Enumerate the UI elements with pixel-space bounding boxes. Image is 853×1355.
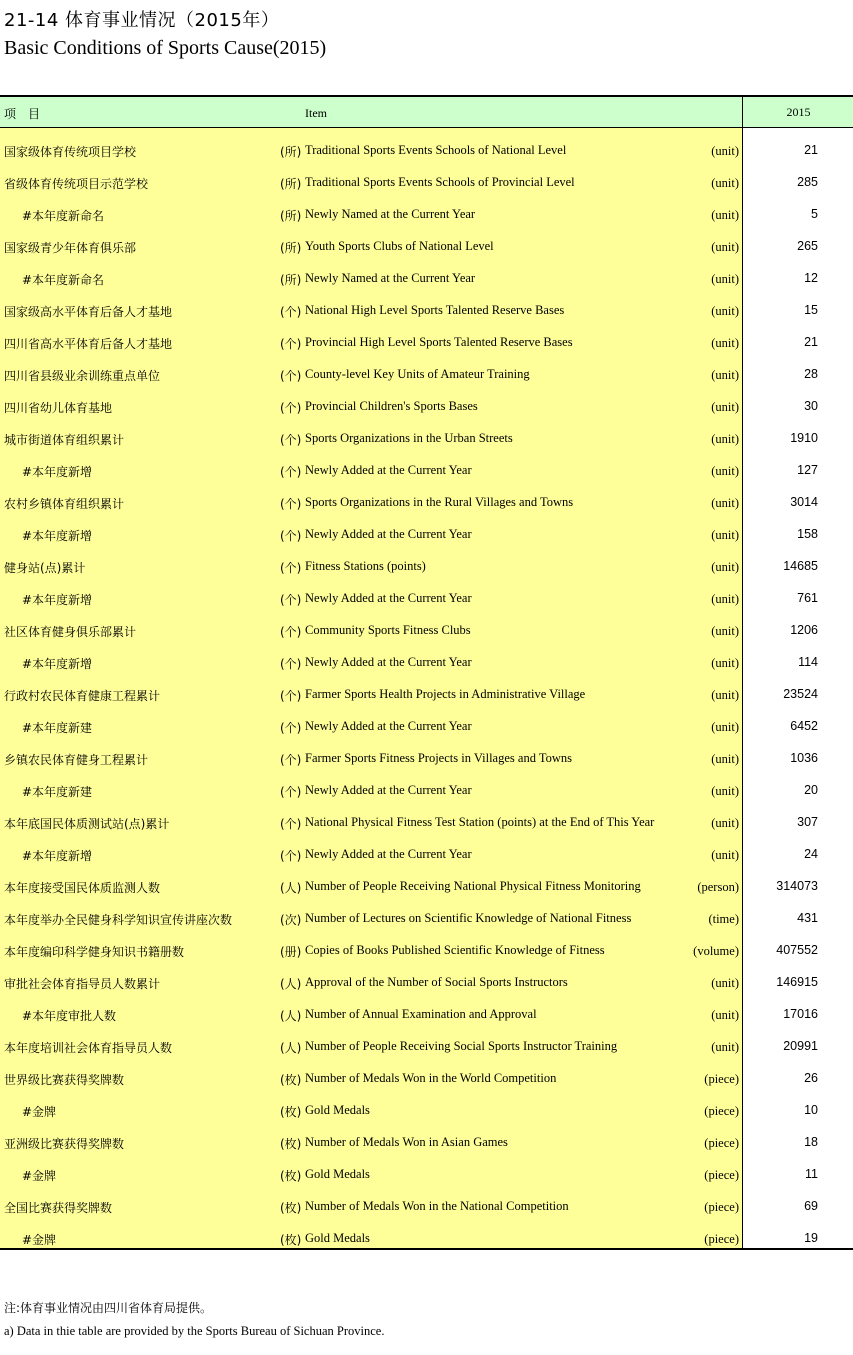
row-label-cell bbox=[0, 896, 742, 928]
row-value-cell bbox=[742, 576, 853, 608]
row-unit-en: (unit) bbox=[711, 272, 739, 286]
row-unit-en: (unit) bbox=[711, 592, 739, 606]
table-row bbox=[0, 416, 853, 448]
table-row bbox=[0, 1024, 853, 1056]
row-value-cell bbox=[742, 512, 853, 544]
row-item-en: Farmer Sports Fitness Projects in Villages and Towns bbox=[305, 751, 572, 765]
row-unit-en: (unit) bbox=[711, 656, 739, 670]
table-row bbox=[0, 384, 853, 416]
row-item-en: Newly Added at the Current Year bbox=[305, 463, 472, 477]
table-row bbox=[0, 608, 853, 640]
row-value: 265 bbox=[797, 239, 818, 253]
table-row bbox=[0, 224, 853, 256]
row-unit-cn: (个) bbox=[280, 529, 302, 543]
row-item-cn: #本年度新增 bbox=[22, 849, 93, 863]
table-row bbox=[0, 448, 853, 480]
row-value-cell bbox=[742, 1184, 853, 1216]
row-item-en: Farmer Sports Health Projects in Administrative Village bbox=[305, 687, 586, 701]
row-label-cell bbox=[0, 448, 742, 480]
row-item-cn: 省级体育传统项目示范学校 bbox=[4, 177, 149, 191]
row-item-cn: #本年度新增 bbox=[22, 465, 93, 479]
row-item-cn: #金牌 bbox=[22, 1169, 57, 1183]
row-label-cell bbox=[0, 992, 742, 1024]
row-unit-en: (unit) bbox=[711, 688, 739, 702]
row-unit-cn: (个) bbox=[280, 721, 302, 735]
row-unit-en: (unit) bbox=[711, 1040, 739, 1054]
row-unit-cn: (个) bbox=[280, 401, 302, 415]
row-unit-en: (unit) bbox=[711, 784, 739, 798]
table-row bbox=[0, 544, 853, 576]
row-value-cell bbox=[742, 736, 853, 768]
row-unit-en: (unit) bbox=[711, 560, 739, 574]
table-row bbox=[0, 960, 853, 992]
row-item-cn: 本年底国民体质测试站(点)累计 bbox=[4, 817, 170, 831]
row-label-cell bbox=[0, 288, 742, 320]
table-row bbox=[0, 1152, 853, 1184]
row-unit-en: (unit) bbox=[711, 304, 739, 318]
row-label-cell bbox=[0, 576, 742, 608]
row-item-en: Sports Organizations in the Urban Streets bbox=[305, 431, 513, 445]
row-item-cn: #金牌 bbox=[22, 1105, 57, 1119]
row-unit-en: (unit) bbox=[711, 496, 739, 510]
row-unit-cn: (个) bbox=[280, 753, 302, 767]
row-value: 1036 bbox=[790, 751, 818, 765]
row-unit-cn: (枚) bbox=[280, 1137, 302, 1151]
row-value-cell bbox=[742, 288, 853, 320]
row-value-cell bbox=[742, 160, 853, 192]
row-unit-en: (unit) bbox=[711, 720, 739, 734]
row-value: 114 bbox=[798, 655, 818, 669]
row-unit-en: (unit) bbox=[711, 816, 739, 830]
row-value: 17016 bbox=[783, 1007, 818, 1021]
row-label-cell bbox=[0, 704, 742, 736]
table-row bbox=[0, 288, 853, 320]
row-unit-en: (unit) bbox=[711, 144, 739, 158]
row-value: 146915 bbox=[776, 975, 818, 989]
row-label-cell bbox=[0, 128, 742, 160]
row-value: 20 bbox=[804, 783, 818, 797]
table-row bbox=[0, 992, 853, 1024]
row-unit-cn: (人) bbox=[280, 977, 302, 991]
row-label-cell bbox=[0, 608, 742, 640]
row-unit-cn: (个) bbox=[280, 657, 302, 671]
row-value-cell bbox=[742, 352, 853, 384]
row-item-en: National High Level Sports Talented Reserve Bases bbox=[305, 303, 565, 317]
row-item-cn: 亚洲级比赛获得奖牌数 bbox=[4, 1137, 125, 1151]
row-unit-en: (piece) bbox=[704, 1072, 739, 1086]
row-item-en: Newly Added at the Current Year bbox=[305, 719, 472, 733]
row-unit-en: (person) bbox=[697, 880, 739, 894]
table-body bbox=[0, 128, 853, 1248]
row-unit-cn: (人) bbox=[280, 1041, 302, 1055]
row-label-cell bbox=[0, 320, 742, 352]
row-item-cn: 乡镇农民体育健身工程累计 bbox=[4, 753, 149, 767]
row-value: 12 bbox=[804, 271, 818, 285]
row-label-cell bbox=[0, 544, 742, 576]
row-value-cell bbox=[742, 1088, 853, 1120]
row-unit-cn: (枚) bbox=[280, 1169, 302, 1183]
row-item-cn: 城市街道体育组织累计 bbox=[4, 433, 125, 447]
row-item-cn: #本年度新命名 bbox=[22, 273, 105, 287]
row-item-en: Number of Medals Won in the World Competition bbox=[305, 1071, 557, 1085]
row-item-cn: #本年度新建 bbox=[22, 785, 93, 799]
row-value-cell bbox=[742, 640, 853, 672]
row-item-en: Provincial High Level Sports Talented Reserve Bases bbox=[305, 335, 573, 349]
row-value-cell bbox=[742, 1152, 853, 1184]
row-item-en: Number of Medals Won in Asian Games bbox=[305, 1135, 508, 1149]
row-value-cell bbox=[742, 608, 853, 640]
row-value-cell bbox=[742, 256, 853, 288]
header-year: 2015 bbox=[742, 97, 853, 127]
row-item-cn: #本年度新增 bbox=[22, 529, 93, 543]
row-unit-en: (unit) bbox=[711, 400, 739, 414]
row-label-cell bbox=[0, 1088, 742, 1120]
row-unit-cn: (个) bbox=[280, 337, 302, 351]
row-unit-cn: (枚) bbox=[280, 1201, 302, 1215]
row-item-cn: 四川省幼儿体育基地 bbox=[4, 401, 113, 415]
table-row bbox=[0, 160, 853, 192]
row-item-en: Fitness Stations (points) bbox=[305, 559, 426, 573]
row-value: 314073 bbox=[776, 879, 818, 893]
row-value: 1206 bbox=[790, 623, 818, 637]
row-value-cell bbox=[742, 864, 853, 896]
row-value-cell bbox=[742, 480, 853, 512]
row-value: 10 bbox=[804, 1103, 818, 1117]
footnote-en: a) Data in thie table are provided by the Sports Bureau of Sichuan Province. bbox=[4, 1324, 385, 1338]
row-item-en: Gold Medals bbox=[305, 1103, 370, 1117]
row-label-cell bbox=[0, 352, 742, 384]
row-unit-en: (unit) bbox=[711, 208, 739, 222]
table-row bbox=[0, 1120, 853, 1152]
row-value-cell bbox=[742, 672, 853, 704]
row-label-cell bbox=[0, 480, 742, 512]
row-value: 285 bbox=[797, 175, 818, 189]
row-item-cn: #本年度新增 bbox=[22, 593, 93, 607]
row-item-cn: #金牌 bbox=[22, 1233, 57, 1247]
row-value: 127 bbox=[797, 463, 818, 477]
table-row bbox=[0, 704, 853, 736]
row-value: 5 bbox=[811, 207, 818, 221]
row-unit-cn: (枚) bbox=[280, 1105, 302, 1119]
row-item-en: Copies of Books Published Scientific Knowledge of Fitness bbox=[305, 943, 605, 957]
row-item-en: Community Sports Fitness Clubs bbox=[305, 623, 471, 637]
row-item-cn: 农村乡镇体育组织累计 bbox=[4, 497, 125, 511]
row-item-cn: 全国比赛获得奖牌数 bbox=[4, 1201, 113, 1215]
row-unit-en: (unit) bbox=[711, 464, 739, 478]
row-value: 307 bbox=[797, 815, 818, 829]
row-item-en: Number of People Receiving National Physical Fitness Monitoring bbox=[305, 879, 641, 893]
table-row bbox=[0, 1088, 853, 1120]
table-row bbox=[0, 896, 853, 928]
row-unit-en: (piece) bbox=[704, 1168, 739, 1182]
row-item-cn: 国家级青少年体育俱乐部 bbox=[4, 241, 137, 255]
table-row bbox=[0, 192, 853, 224]
row-label-cell bbox=[0, 640, 742, 672]
row-unit-en: (unit) bbox=[711, 1008, 739, 1022]
row-value-cell bbox=[742, 928, 853, 960]
table-row bbox=[0, 480, 853, 512]
row-value: 23524 bbox=[783, 687, 818, 701]
row-label-cell bbox=[0, 1184, 742, 1216]
row-item-en: Provincial Children's Sports Bases bbox=[305, 399, 478, 413]
row-value-cell bbox=[742, 416, 853, 448]
row-item-cn: 四川省县级业余训练重点单位 bbox=[4, 369, 161, 383]
row-value: 26 bbox=[804, 1071, 818, 1085]
table-row bbox=[0, 928, 853, 960]
row-unit-cn: (所) bbox=[280, 209, 302, 223]
table-row bbox=[0, 672, 853, 704]
row-unit-cn: (枚) bbox=[280, 1073, 302, 1087]
row-value-cell bbox=[742, 1024, 853, 1056]
row-label-cell bbox=[0, 736, 742, 768]
row-item-en: Gold Medals bbox=[305, 1167, 370, 1181]
row-unit-en: (unit) bbox=[711, 176, 739, 190]
row-unit-en: (piece) bbox=[704, 1104, 739, 1118]
footnote-cn: 注:体育事业情况由四川省体育局提供。 bbox=[4, 1301, 213, 1315]
row-value: 15 bbox=[804, 303, 818, 317]
row-label-cell bbox=[0, 768, 742, 800]
row-item-cn: 四川省高水平体育后备人才基地 bbox=[4, 337, 173, 351]
row-label-cell bbox=[0, 512, 742, 544]
row-value-cell bbox=[742, 384, 853, 416]
row-item-en: Newly Added at the Current Year bbox=[305, 655, 472, 669]
row-item-cn: 本年度举办全民健身科学知识宣传讲座次数 bbox=[4, 913, 233, 927]
row-item-cn: #本年度审批人数 bbox=[22, 1009, 117, 1023]
row-unit-cn: (次) bbox=[280, 913, 302, 927]
row-label-cell bbox=[0, 832, 742, 864]
row-label-cell bbox=[0, 1120, 742, 1152]
row-item-en: Newly Added at the Current Year bbox=[305, 591, 472, 605]
row-label-cell bbox=[0, 1056, 742, 1088]
row-value-cell bbox=[742, 544, 853, 576]
row-item-en: Newly Named at the Current Year bbox=[305, 271, 476, 285]
row-item-cn: 审批社会体育指导员人数累计 bbox=[4, 977, 161, 991]
table-row bbox=[0, 128, 853, 160]
row-item-cn: 社区体育健身俱乐部累计 bbox=[4, 625, 137, 639]
row-item-en: Number of Medals Won in the National Competition bbox=[305, 1199, 569, 1213]
row-item-en: Traditional Sports Events Schools of Provincial Level bbox=[305, 175, 575, 189]
table-row bbox=[0, 512, 853, 544]
row-value: 407552 bbox=[776, 943, 818, 957]
row-value-cell bbox=[742, 704, 853, 736]
row-unit-cn: (个) bbox=[280, 433, 302, 447]
row-label-cell bbox=[0, 160, 742, 192]
row-value-cell bbox=[742, 1216, 853, 1248]
row-unit-en: (volume) bbox=[693, 944, 739, 958]
row-item-en: County-level Key Units of Amateur Training bbox=[305, 367, 530, 381]
row-item-cn: #本年度新命名 bbox=[22, 209, 105, 223]
row-value: 21 bbox=[804, 335, 818, 349]
row-unit-en: (piece) bbox=[704, 1200, 739, 1214]
table-row bbox=[0, 576, 853, 608]
row-value: 18 bbox=[804, 1135, 818, 1149]
table-row bbox=[0, 736, 853, 768]
row-value-cell bbox=[742, 128, 853, 160]
row-item-cn: 国家级高水平体育后备人才基地 bbox=[4, 305, 173, 319]
row-item-cn: 本年度编印科学健身知识书籍册数 bbox=[4, 945, 185, 959]
row-value: 761 bbox=[797, 591, 818, 605]
sports-table bbox=[0, 95, 853, 1250]
row-value: 24 bbox=[804, 847, 818, 861]
row-item-cn: 本年度接受国民体质监测人数 bbox=[4, 881, 161, 895]
table-row bbox=[0, 1056, 853, 1088]
row-unit-cn: (个) bbox=[280, 465, 302, 479]
row-unit-en: (time) bbox=[708, 912, 739, 926]
row-label-cell bbox=[0, 960, 742, 992]
row-unit-cn: (个) bbox=[280, 625, 302, 639]
row-unit-cn: (所) bbox=[280, 273, 302, 287]
row-value: 20991 bbox=[783, 1039, 818, 1053]
row-item-en: Youth Sports Clubs of National Level bbox=[305, 239, 494, 253]
row-value: 69 bbox=[804, 1199, 818, 1213]
row-unit-cn: (册) bbox=[280, 945, 302, 959]
row-value-cell bbox=[742, 1120, 853, 1152]
table-row bbox=[0, 864, 853, 896]
row-unit-en: (unit) bbox=[711, 624, 739, 638]
row-label-cell bbox=[0, 928, 742, 960]
row-unit-cn: (个) bbox=[280, 593, 302, 607]
row-unit-en: (unit) bbox=[711, 368, 739, 382]
row-unit-en: (unit) bbox=[711, 528, 739, 542]
row-label-cell bbox=[0, 864, 742, 896]
row-unit-en: (unit) bbox=[711, 976, 739, 990]
row-unit-en: (unit) bbox=[711, 432, 739, 446]
row-label-cell bbox=[0, 800, 742, 832]
row-value-cell bbox=[742, 800, 853, 832]
row-item-en: Gold Medals bbox=[305, 1231, 370, 1245]
row-value-cell bbox=[742, 1056, 853, 1088]
row-unit-en: (unit) bbox=[711, 240, 739, 254]
row-unit-cn: (所) bbox=[280, 241, 302, 255]
row-item-en: National Physical Fitness Test Station (points) at the End of This Year bbox=[305, 815, 655, 829]
row-item-en: Newly Added at the Current Year bbox=[305, 783, 472, 797]
row-unit-cn: (人) bbox=[280, 1009, 302, 1023]
row-item-cn: 世界级比赛获得奖牌数 bbox=[4, 1073, 125, 1087]
row-unit-cn: (个) bbox=[280, 817, 302, 831]
row-value-cell bbox=[742, 448, 853, 480]
row-item-en: Newly Added at the Current Year bbox=[305, 847, 472, 861]
row-item-en: Sports Organizations in the Rural Villages and Towns bbox=[305, 495, 574, 509]
row-value: 158 bbox=[797, 527, 818, 541]
row-item-en: Traditional Sports Events Schools of National Level bbox=[305, 143, 567, 157]
row-value: 1910 bbox=[790, 431, 818, 445]
row-item-cn: 行政村农民体育健康工程累计 bbox=[4, 689, 161, 703]
row-unit-en: (piece) bbox=[704, 1136, 739, 1150]
row-label-cell bbox=[0, 1024, 742, 1056]
table-row bbox=[0, 256, 853, 288]
row-unit-cn: (人) bbox=[280, 881, 302, 895]
row-unit-cn: (个) bbox=[280, 561, 302, 575]
table-row bbox=[0, 1184, 853, 1216]
row-item-en: Number of People Receiving Social Sports Instructor Training bbox=[305, 1039, 618, 1053]
row-unit-cn: (个) bbox=[280, 305, 302, 319]
table-row bbox=[0, 640, 853, 672]
row-item-cn: 本年度培训社会体育指导员人数 bbox=[4, 1041, 173, 1055]
table-row bbox=[0, 800, 853, 832]
row-label-cell bbox=[0, 416, 742, 448]
row-unit-en: (piece) bbox=[704, 1232, 739, 1246]
row-label-cell bbox=[0, 1216, 742, 1248]
row-value: 19 bbox=[804, 1231, 818, 1245]
row-label-cell bbox=[0, 672, 742, 704]
row-value-cell bbox=[742, 320, 853, 352]
row-item-cn: #本年度新增 bbox=[22, 657, 93, 671]
row-item-en: Newly Added at the Current Year bbox=[305, 527, 472, 541]
row-value-cell bbox=[742, 192, 853, 224]
table-row bbox=[0, 768, 853, 800]
row-value-cell bbox=[742, 768, 853, 800]
row-value: 3014 bbox=[790, 495, 818, 509]
table-row bbox=[0, 352, 853, 384]
page-title-en: Basic Conditions of Sports Cause(2015) bbox=[4, 37, 327, 59]
row-value: 14685 bbox=[783, 559, 818, 573]
row-unit-cn: (个) bbox=[280, 497, 302, 511]
row-label-cell bbox=[0, 192, 742, 224]
table-row bbox=[0, 320, 853, 352]
row-value: 30 bbox=[804, 399, 818, 413]
row-value: 28 bbox=[804, 367, 818, 381]
row-unit-cn: (枚) bbox=[280, 1233, 302, 1247]
row-value-cell bbox=[742, 896, 853, 928]
row-value: 431 bbox=[797, 911, 818, 925]
row-unit-en: (unit) bbox=[711, 752, 739, 766]
row-item-en: Approval of the Number of Social Sports Instructors bbox=[305, 975, 568, 989]
row-unit-cn: (所) bbox=[280, 145, 302, 159]
header-item-en: Item bbox=[305, 106, 327, 120]
row-label-cell bbox=[0, 1152, 742, 1184]
row-item-en: Number of Lectures on Scientific Knowledge of National Fitness bbox=[305, 911, 632, 925]
row-label-cell bbox=[0, 224, 742, 256]
header-item-cn: 项 目 bbox=[4, 107, 41, 121]
row-value: 11 bbox=[805, 1167, 818, 1181]
table-header bbox=[0, 97, 853, 128]
table-row bbox=[0, 1216, 853, 1248]
row-unit-en: (unit) bbox=[711, 336, 739, 350]
row-value-cell bbox=[742, 224, 853, 256]
row-unit-cn: (个) bbox=[280, 785, 302, 799]
row-unit-cn: (个) bbox=[280, 689, 302, 703]
row-value-cell bbox=[742, 992, 853, 1024]
row-unit-cn: (个) bbox=[280, 369, 302, 383]
row-value: 6452 bbox=[790, 719, 818, 733]
row-item-cn: #本年度新建 bbox=[22, 721, 93, 735]
table-row bbox=[0, 832, 853, 864]
row-label-cell bbox=[0, 384, 742, 416]
row-unit-en: (unit) bbox=[711, 848, 739, 862]
row-item-cn: 健身站(点)累计 bbox=[4, 561, 86, 575]
row-item-en: Newly Named at the Current Year bbox=[305, 207, 476, 221]
row-item-en: Number of Annual Examination and Approval bbox=[305, 1007, 537, 1021]
row-value-cell bbox=[742, 960, 853, 992]
page-title-cn: 21-14 体育事业情况（2015年） bbox=[4, 10, 280, 31]
row-unit-cn: (所) bbox=[280, 177, 302, 191]
row-unit-cn: (个) bbox=[280, 849, 302, 863]
row-value-cell bbox=[742, 832, 853, 864]
row-label-cell bbox=[0, 256, 742, 288]
row-item-cn: 国家级体育传统项目学校 bbox=[4, 145, 137, 159]
row-value: 21 bbox=[804, 143, 818, 157]
